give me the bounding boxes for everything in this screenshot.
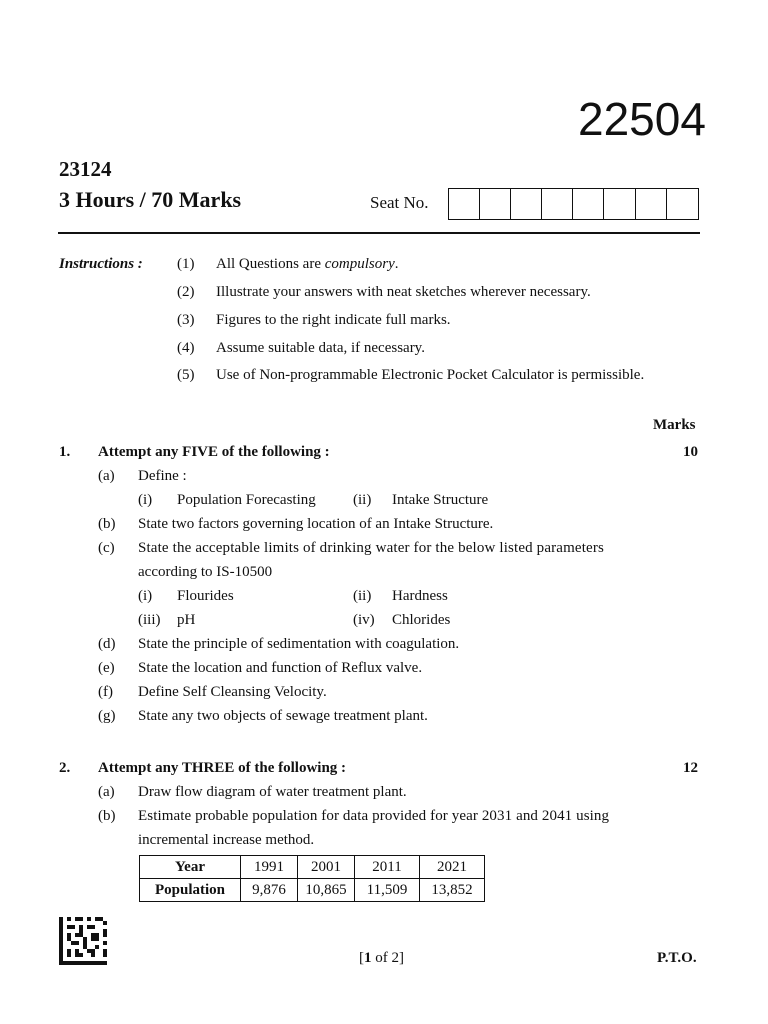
population-table (139, 855, 485, 902)
q1-c-iv-text: Chlorides (392, 612, 451, 628)
q1-d-label: (d) (98, 636, 116, 652)
seat-digit-box[interactable] (480, 189, 511, 219)
instruction-num: (5) (177, 367, 195, 383)
instruction-num: (2) (177, 284, 195, 300)
q1-d-text: State the principle of sedimentation with coagulation. (138, 636, 460, 652)
table-cell: 2001 (298, 856, 355, 879)
table-cell: 13,852 (420, 879, 485, 902)
q1-e-label: (e) (98, 660, 115, 676)
q1-a-label: (a) (98, 468, 115, 484)
q2-marks: 12 (683, 760, 698, 776)
table-header-cell: Year (140, 856, 241, 879)
duration-marks: 3 Hours / 70 Marks (59, 187, 242, 212)
q1-g-label: (g) (98, 708, 116, 724)
marks-label: Marks (653, 417, 696, 433)
seat-digit-box[interactable] (667, 189, 698, 219)
q1-b-text: State two factors governing location of an Intake Structure. (138, 516, 494, 532)
table-cell: 9,876 (241, 879, 298, 902)
q2-title: Attempt any THREE of the following : (98, 760, 347, 776)
q1-a-ii-text: Intake Structure (392, 492, 489, 508)
instruction-text: Assume suitable data, if necessary. (216, 340, 425, 356)
q2-b-text: Estimate probable population for data provided for year 2031 and 2041 using (138, 808, 610, 824)
page-number: [1 of 2] (359, 950, 404, 966)
q1-c-iii-text: pH (177, 612, 196, 628)
qr-code-icon (59, 917, 107, 965)
seat-digit-box[interactable] (636, 189, 667, 219)
instruction-text: Use of Non-programmable Electronic Pocket Calculator is permissible. (216, 367, 645, 383)
q2-b-text-2: incremental increase method. (138, 832, 315, 848)
instructions-label: Instructions : (59, 256, 143, 272)
q1-c-iv-label: (iv) (353, 612, 375, 628)
instruction-text: Figures to the right indicate full marks. (216, 312, 451, 328)
q1-c-ii-text: Hardness (392, 588, 448, 604)
header-rule (58, 232, 700, 234)
table-cell: 10,865 (298, 879, 355, 902)
instruction-num: (3) (177, 312, 195, 328)
q1-a-text: Define : (138, 468, 187, 484)
q1-a-i-label: (i) (138, 492, 153, 508)
q1-e-text: State the location and function of Reflux valve. (138, 660, 423, 676)
table-row (140, 879, 485, 902)
q1-c-ii-label: (ii) (353, 588, 372, 604)
seat-digit-box[interactable] (511, 189, 542, 219)
instruction-text: Illustrate your answers with neat sketches wherever necessary. (216, 284, 591, 300)
q1-f-label: (f) (98, 684, 113, 700)
q1-c-label: (c) (98, 540, 115, 556)
seat-label: Seat No. (370, 193, 429, 212)
q1-number: 1. (59, 444, 71, 460)
pto-label: P.T.O. (657, 950, 697, 966)
paper-code: 22504 (578, 93, 706, 145)
seat-digit-box[interactable] (542, 189, 573, 219)
q1-b-label: (b) (98, 516, 116, 532)
instruction-num: (4) (177, 340, 195, 356)
seat-digit-box[interactable] (573, 189, 604, 219)
seat-number-boxes[interactable] (448, 188, 699, 220)
table-cell: 2021 (420, 856, 485, 879)
q2-number: 2. (59, 760, 71, 776)
q1-c-i-text: Flourides (177, 588, 234, 604)
q1-c-text: State the acceptable limits of drinking water for the below listed parameters (138, 540, 604, 556)
q2-a-label: (a) (98, 784, 115, 800)
instruction-text: All Questions are compulsory. (216, 256, 399, 272)
table-cell: 2011 (355, 856, 420, 879)
table-cell: 1991 (241, 856, 298, 879)
exam-code: 23124 (59, 157, 112, 181)
q1-a-i-text: Population Forecasting (177, 492, 316, 508)
q2-b-label: (b) (98, 808, 116, 824)
seat-digit-box[interactable] (604, 189, 635, 219)
q1-c-i-label: (i) (138, 588, 153, 604)
q1-marks: 10 (683, 444, 698, 460)
q1-a-ii-label: (ii) (353, 492, 372, 508)
table-header-cell: Population (140, 879, 241, 902)
q1-f-text: Define Self Cleansing Velocity. (138, 684, 327, 700)
table-cell: 11,509 (355, 879, 420, 902)
seat-digit-box[interactable] (449, 189, 480, 219)
q1-c-text-2: according to IS-10500 (138, 564, 273, 580)
q1-title: Attempt any FIVE of the following : (98, 444, 330, 460)
q1-c-iii-label: (iii) (138, 612, 161, 628)
instruction-num: (1) (177, 256, 195, 272)
q1-g-text: State any two objects of sewage treatment plant. (138, 708, 428, 724)
table-row (140, 856, 485, 879)
q2-a-text: Draw flow diagram of water treatment plant. (138, 784, 407, 800)
